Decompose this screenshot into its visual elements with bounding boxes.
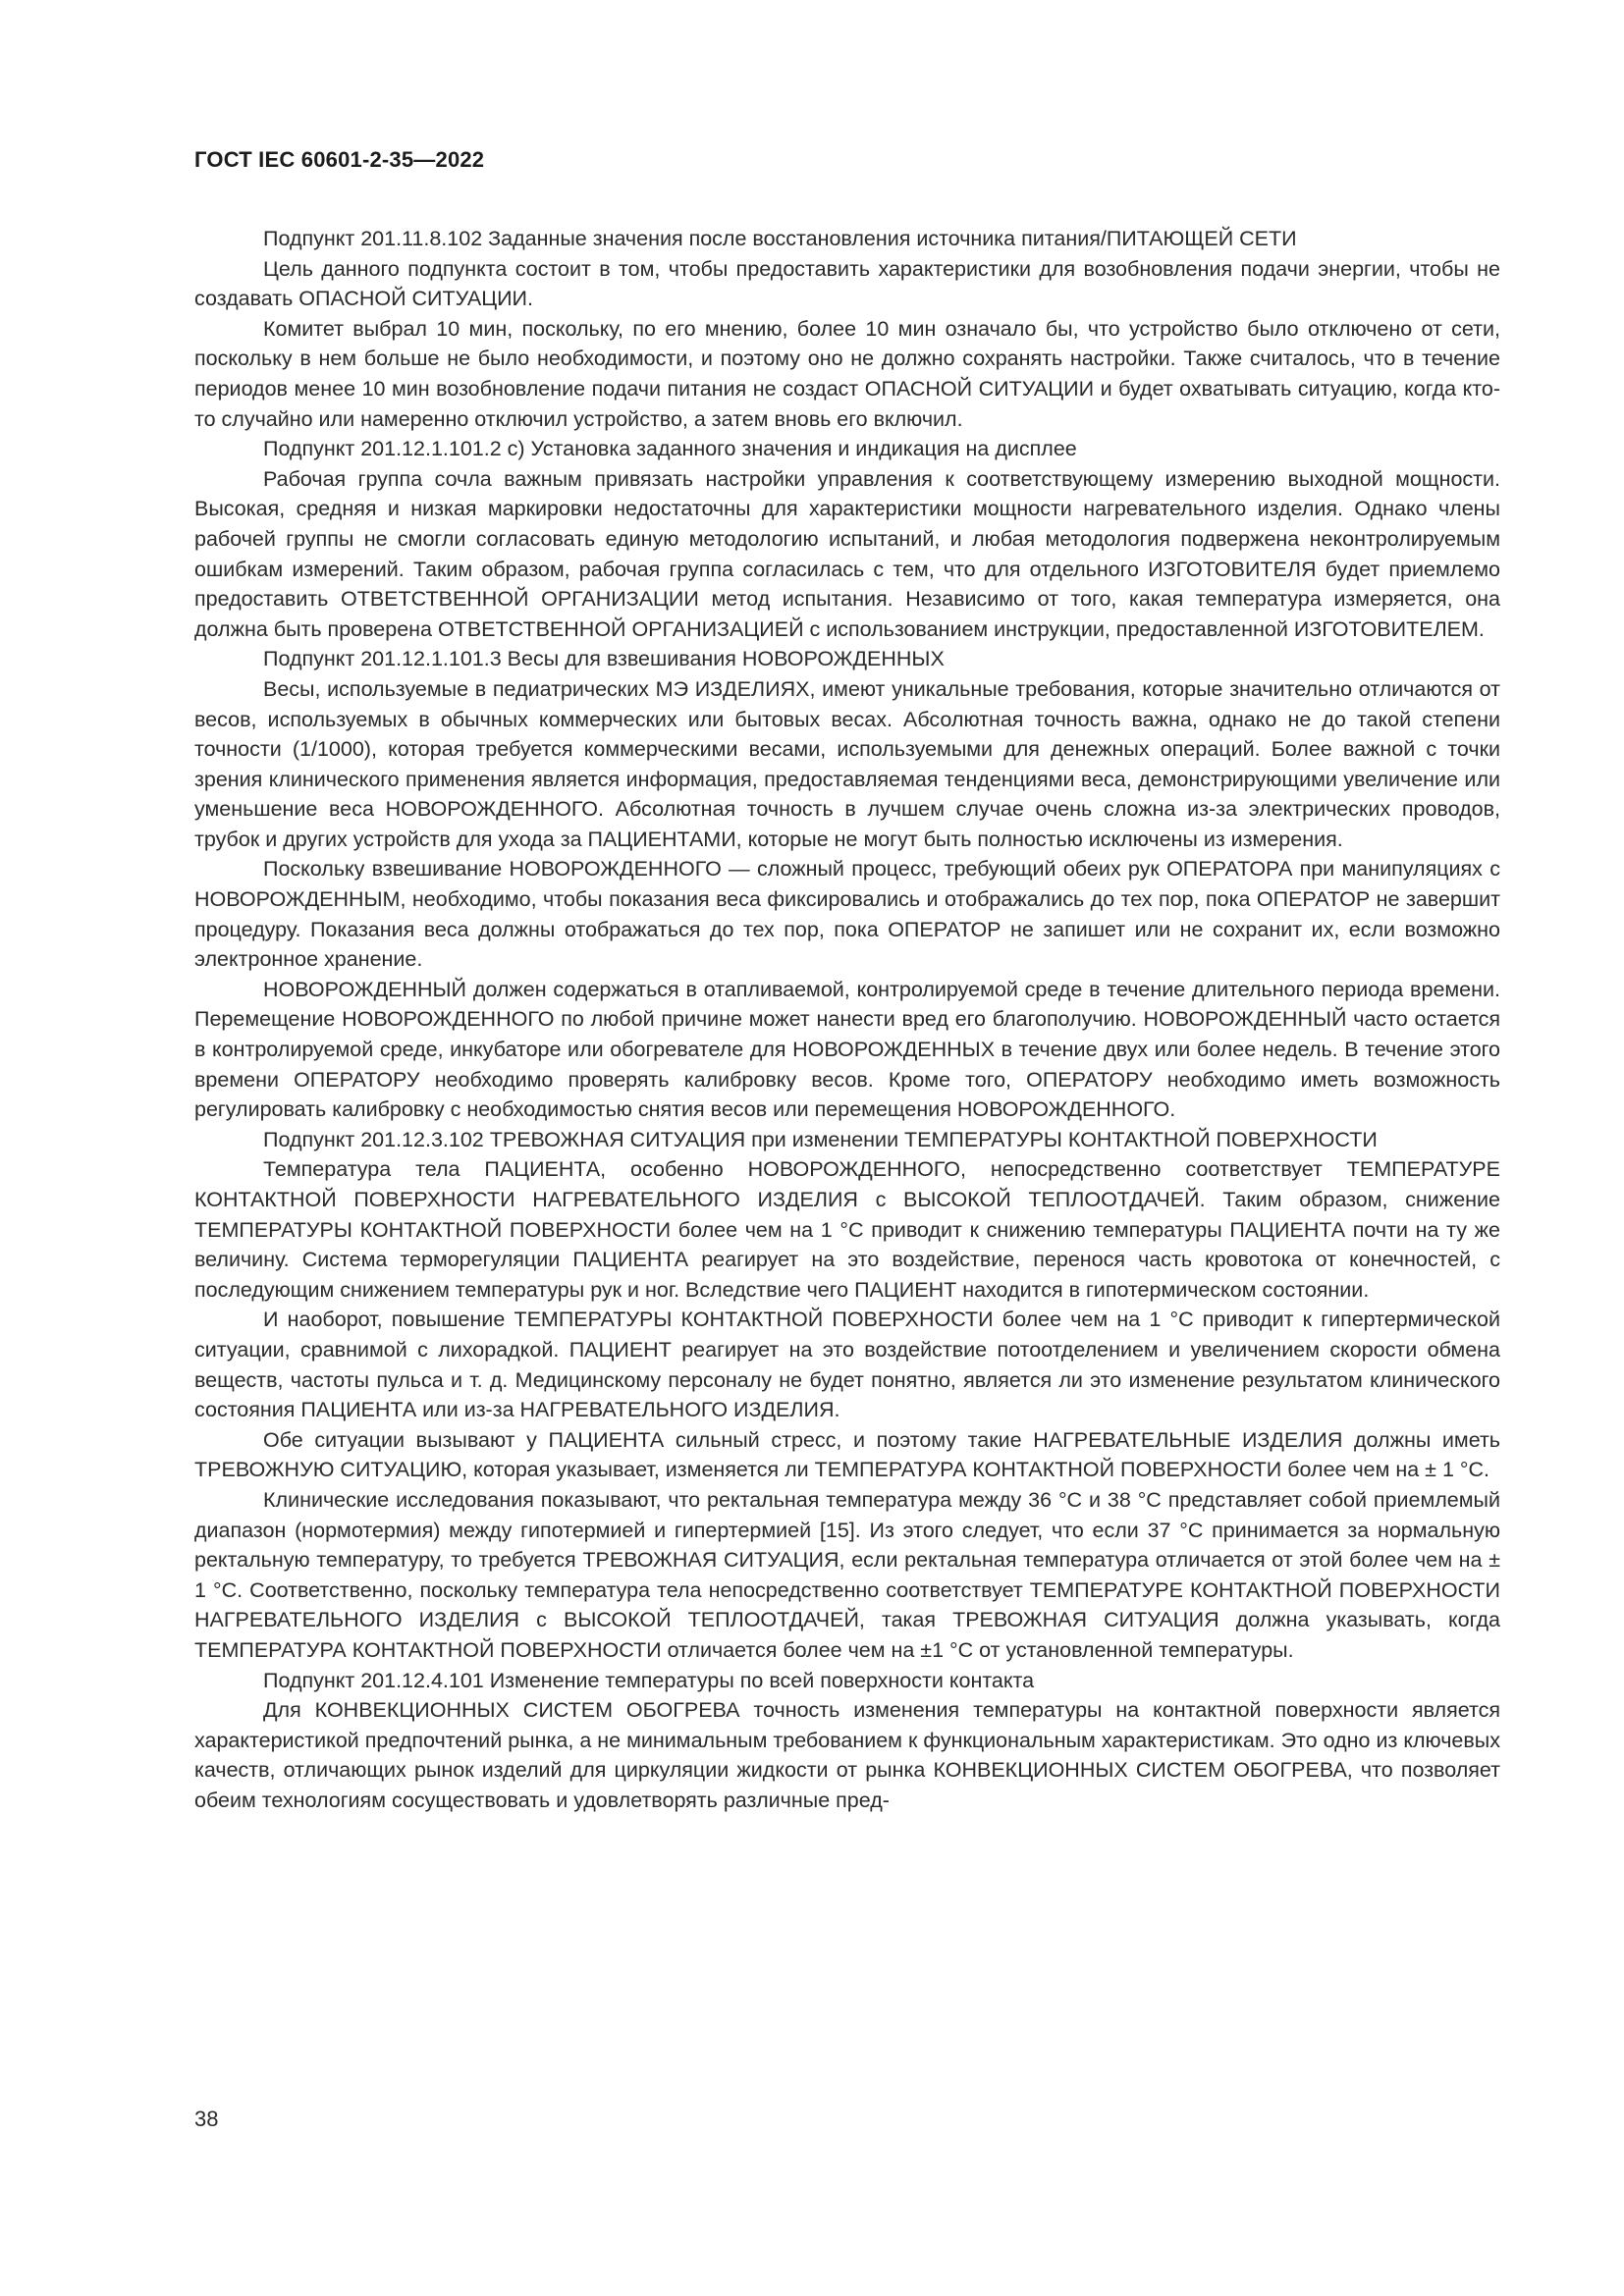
paragraph: И наоборот, повышение ТЕМПЕРАТУРЫ КОНТАКТНОЙ ПОВЕРХНОСТИ более чем на 1 °C приводит к гипертермической ситуации, сравнимой с лихорадкой. ПАЦИЕНТ реагирует на это воздействие потоотделением и увеличением скорости обмена веществ, частоты пульса и т. д. Медицинскому персоналу не будет понятно, является ли это изменение результатом клинического состояния ПАЦИЕНТА или из-за НАГРЕВАТЕЛЬНОГО ИЗДЕЛИЯ.	[194, 1308, 1500, 1422]
document-header: ГОСТ IEC 60601-2-35—2022	[194, 147, 485, 172]
subclause-heading-201-12-1-101-3: Подпункт 201.12.1.101.3 Весы для взвешивания НОВОРОЖДЕННЫХ	[263, 647, 945, 671]
subclause-heading-201-12-3-102: Подпункт 201.12.3.102 ТРЕВОЖНАЯ СИТУАЦИЯ при изменении ТЕМПЕРАТУРЫ КОНТАКТНОЙ ПОВЕРХНОСТИ	[263, 1127, 1378, 1151]
paragraph: Обе ситуации вызывают у ПАЦИЕНТА сильный стресс, и поэтому такие НАГРЕВАТЕЛЬНЫЕ ИЗДЕЛИЯ должны иметь ТРЕВОЖНУЮ СИТУАЦИЮ, которая указывает, изменяется ли ТЕМПЕРАТУРА КОНТАКТНОЙ ПОВЕРХНОСТИ более чем на ± 1 °C.	[194, 1427, 1500, 1482]
paragraph: Весы, используемые в педиатрических МЭ ИЗДЕЛИЯХ, имеют уникальные требования, которые значительно отличаются от весов, используемых в обычных коммерческих или бытовых весах. Абсолютная точность важна, однако не до такой степени точности (1/1000), которая требуется коммерческими весами, используемыми для денежных операций. Более важной с точки зрения клинического применения является информация, предоставляемая тенденциями веса, демонстрирующими увеличение или уменьшение веса НОВОРОЖДЕННОГО. Абсолютная точность в лучшем случае очень сложна из-за электрических проводов, трубок и других устройств для ухода за ПАЦИЕНТАМИ, которые не могут быть полностью исключены из измерения.	[194, 676, 1500, 851]
paragraph: Температура тела ПАЦИЕНТА, особенно НОВОРОЖДЕННОГО, непосредственно соответствует ТЕМПЕРАТУРЕ КОНТАКТНОЙ ПОВЕРХНОСТИ НАГРЕВАТЕЛЬНОГО ИЗДЕЛИЯ с ВЫСОКОЙ ТЕПЛООТДАЧЕЙ. Таким образом, снижение ТЕМПЕРАТУРЫ КОНТАКТНОЙ ПОВЕРХНОСТИ более чем на 1 °C приводит к снижению температуры ПАЦИЕНТА почти на ту же величину. Система терморегуляции ПАЦИЕНТА реагирует на это воздействие, перенося часть кровотока от конечностей, с последующим снижением температуры рук и ног. Вследствие чего ПАЦИЕНТ находится в гипотермическом состоянии.	[194, 1157, 1500, 1302]
paragraph: Рабочая группа сочла важным привязать настройки управления к соответствующему измерению выходной мощности. Высокая, средняя и низкая маркировки недостаточны для характеристики мощности нагревательного изделия. Однако члены рабочей группы не смогли согласовать единую методологию испытаний, и любая методология подвержена неконтролируемым ошибкам измерений. Таким образом, рабочая группа согласилась с тем, что для отдельного ИЗГОТОВИТЕЛЯ будет приемлемо предоставить ОТВЕТСТВЕННОЙ ОРГАНИЗАЦИИ метод испытания. Независимо от того, какая температура измеряется, она должна быть проверена ОТВЕТСТВЕННОЙ ОРГАНИЗАЦИЕЙ с использованием инструкции, предоставленной ИЗГОТОВИТЕЛЕМ.	[194, 466, 1500, 641]
paragraph: Поскольку взвешивание НОВОРОЖДЕННОГО — сложный процесс, требующий обеих рук ОПЕРАТОРА при манипуляциях с НОВОРОЖДЕННЫМ, необходимо, чтобы показания веса фиксировались и отображались до тех пор, пока ОПЕРАТОР не завершит процедуру. Показания веса должны отображаться до тех пор, пока ОПЕРАТОР не запишет или не сохранит их, если возможно электронное хранение.	[194, 857, 1500, 972]
paragraph: Клинические исследования показывают, что ректальная температура между 36 °C и 38 °C представляет собой приемлемый диапазон (нормотермия) между гипотермией и гипертермией [15]. Из этого следует, что если 37 °C принимается за нормальную ректальную температуру, то требуется ТРЕВОЖНАЯ СИТУАЦИЯ, если ректальная температура отличается от этой более чем на ± 1 °C. Соответственно, поскольку температура тела непосредственно соответствует ТЕМПЕРАТУРЕ КОНТАКТНОЙ ПОВЕРХНОСТИ НАГРЕВАТЕЛЬНОГО ИЗДЕЛИЯ с ВЫСОКОЙ ТЕПЛООТДАЧЕЙ, такая ТРЕВОЖНАЯ СИТУАЦИЯ должна указывать, когда ТЕМПЕРАТУРА КОНТАКТНОЙ ПОВЕРХНОСТИ отличается более чем на ±1 °C от установленной температуры.	[194, 1487, 1500, 1662]
page-number: 38	[194, 2107, 219, 2131]
subclause-heading-201-11-8-102: Подпункт 201.11.8.102 Заданные значения после восстановления источника питания/ПИТАЮЩЕЙ СЕТИ	[263, 227, 1297, 250]
paragraph: Комитет выбрал 10 мин, поскольку, по его мнению, более 10 мин означало бы, что устройство было отключено от сети, поскольку в нем больше не было необходимости, и поэтому оно не должно сохранять настройки. Также считалось, что в течение периодов менее 10 мин возобновление подачи питания не создаст ОПАСНОЙ СИТУАЦИИ и будет охватывать ситуацию, когда кто-то случайно или намеренно отключил устройство, а затем вновь его включил.	[194, 316, 1500, 431]
subclause-heading-201-12-1-101-2: Подпункт 201.12.1.101.2 с) Установка заданного значения и индикация на дисплее	[263, 437, 1077, 461]
subclause-heading-201-12-4-101: Подпункт 201.12.4.101 Изменение температуры по всей поверхности контакта	[263, 1668, 1035, 1692]
document-body	[194, 224, 1500, 1815]
paragraph: Цель данного подпункта состоит в том, чтобы предоставить характеристики для возобновления подачи энергии, чтобы не создавать ОПАСНОЙ СИТУАЦИИ.	[194, 256, 1500, 311]
paragraph: НОВОРОЖДЕННЫЙ должен содержаться в отапливаемой, контролируемой среде в течение длительного периода времени. Перемещение НОВОРОЖДЕННОГО по любой причине может нанести вред его благополучию. НОВОРОЖДЕННЫЙ часто остается в контролируемой среде, инкубаторе или обогревателе для НОВОРОЖДЕННЫХ в течение двух или более недель. В течение этого времени ОПЕРАТОРУ необходимо проверять калибровку весов. Кроме того, ОПЕРАТОРУ необходимо иметь возможность регулировать калибровку с необходимостью снятия весов или перемещения НОВОРОЖДЕННОГО.	[194, 977, 1500, 1122]
paragraph: Для КОНВЕКЦИОННЫХ СИСТЕМ ОБОГРЕВА точность изменения температуры на контактной поверхности является характеристикой предпочтений рынка, а не минимальным требованием к функциональным характеристикам. Это одно из ключевых качеств, отличающих рынок изделий для циркуляции жидкости от рынка КОНВЕКЦИОННЫХ СИСТЕМ ОБОГРЕВА, что позволяет обеим технологиям сосуществовать и удовлетворять различные пред-	[194, 1698, 1500, 1812]
